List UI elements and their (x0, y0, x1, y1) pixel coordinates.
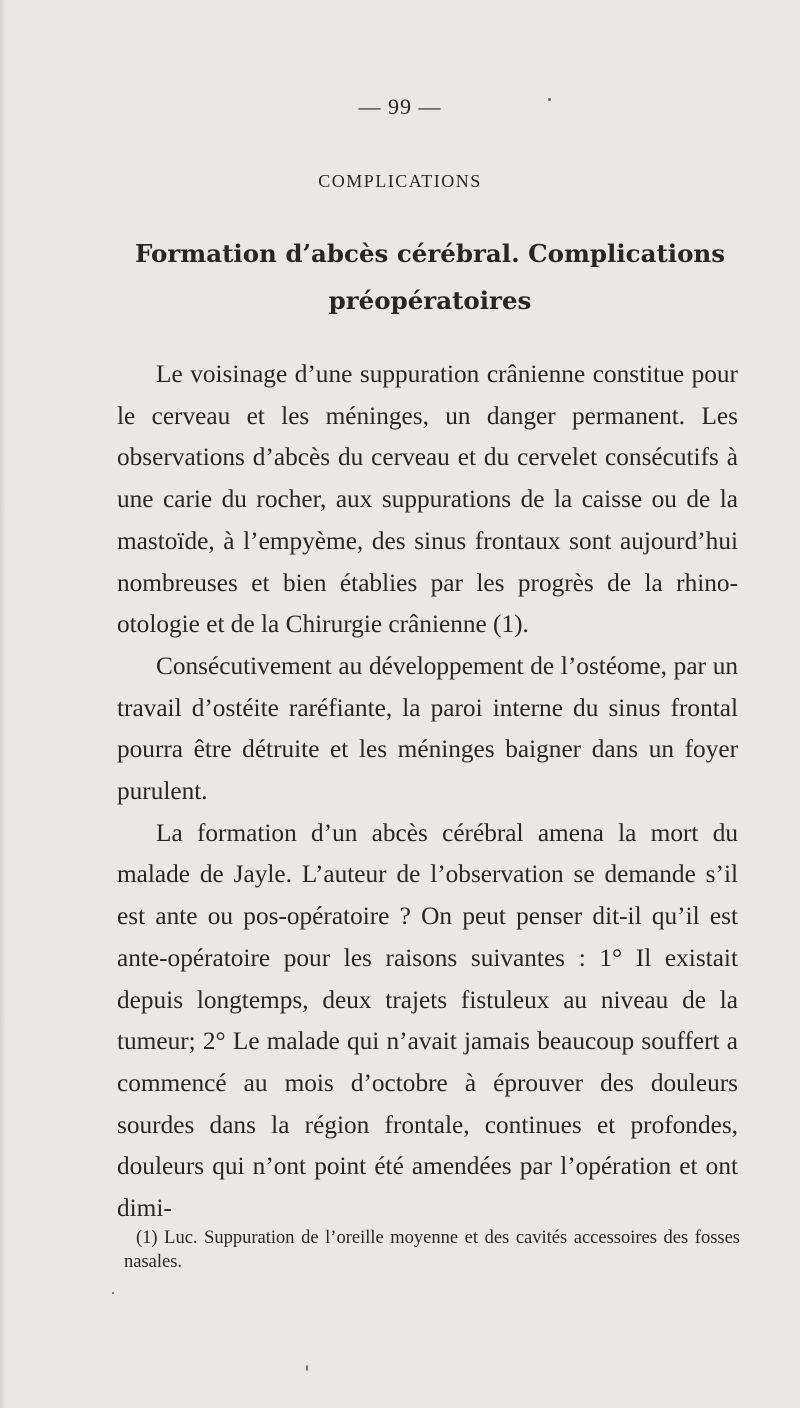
page-edge-shadow (0, 0, 6, 1408)
chapter-title: Formation d’abcès cérébral. Complications préopératoires (134, 239, 726, 315)
paragraph: La formation d’un abcès cérébral amena la mort du malade de Jayle. L’auteur de l’observation se demande s’il est ante ou pos-opératoire ? On peut penser dit-il qu’il est ante-opératoire pour les raisons suivantes : 1° Il existait depuis longtemps, deux trajets fistuleux au niveau de la tumeur; 2° Le malade qui n’avait jamais beaucoup souffert a commencé au mois d’octobre à éprouver des douleurs sourdes dans la région frontale, continues et profondes, douleurs qui n’ont point été amendées par l’opération et ont dimi- (117, 818, 738, 1223)
paper-speck (112, 1292, 114, 1294)
paragraph: Consécutivement au développement de l’ostéome, par un travail d’ostéite raréfiante, la paroi interne du sinus frontal pourra être détruite et les méninges baigner dans un foyer purulent. (117, 651, 738, 806)
footnote (124, 1226, 740, 1274)
paper-speck (306, 1365, 308, 1371)
paper-speck (548, 98, 551, 101)
paragraph: Le voisinage d’une suppuration crânienne constitue pour le cerveau et les méninges, un danger permanent. Les observations d’abcès du cerveau et du cervelet consécutifs à une carie du rocher, aux suppurations de la caisse ou de la mastoïde, à l’empyème, des sinus frontaux sont aujourd’hui nombreuses et bien établies par les progrès de la rhino-otologie et de la Chirurgie crânienne (1). (117, 360, 738, 639)
page-number: — 99 — (358, 94, 442, 119)
body-text (117, 354, 738, 1230)
running-header: COMPLICATIONS (318, 171, 482, 191)
footnote-text: (1) Luc. Suppuration de l’oreille moyenne et des cavités accessoires des fosses nasales. (124, 1228, 740, 1272)
